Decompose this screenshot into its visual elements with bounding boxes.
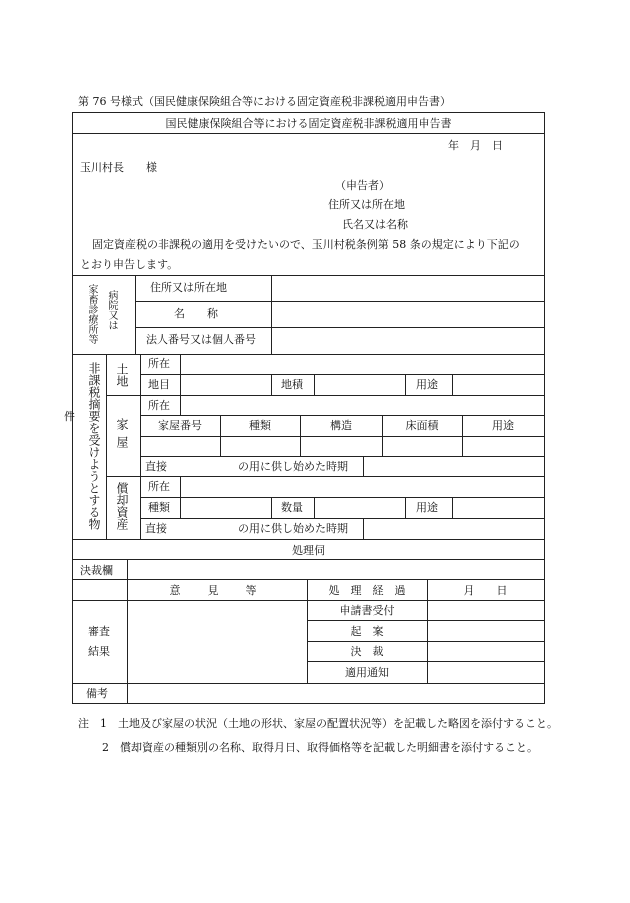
depreciable-direct-label: 直接 — [145, 522, 167, 535]
dep-row-line-2 — [140, 518, 545, 519]
dep-col-1 — [180, 497, 181, 518]
house-header-floor-area: 床面積 — [405, 419, 439, 432]
month-day-header: 月 日 — [463, 584, 508, 597]
land-label: 土地 — [115, 363, 129, 387]
step-received: 申請書受付 — [339, 604, 395, 617]
depreciable-label: 償却資産 — [115, 482, 129, 530]
dep-row-line-1 — [140, 497, 545, 498]
house-direct-label: 直接 — [145, 460, 167, 473]
house-location-label: 所在 — [148, 399, 170, 412]
depreciable-start-use-label: の用に供し始めた時期 — [238, 522, 348, 535]
decision-label: 決裁欄 — [80, 564, 113, 577]
facility-row-line-2 — [135, 327, 545, 328]
declaration-line1: 固定資産税の非課税の適用を受けたいので、玉川村税条例第 58 条の規定により下記の — [92, 238, 520, 251]
steps-line-2 — [307, 641, 545, 642]
applicant-label: （申告者） — [335, 179, 390, 192]
facility-top — [72, 275, 545, 276]
land-row-line — [140, 374, 545, 375]
depreciable-use-label: 用途 — [416, 501, 438, 514]
land-bottom — [106, 395, 545, 396]
house-loc-col — [180, 395, 181, 415]
depreciable-location-label: 所在 — [148, 480, 170, 493]
land-category-label: 地目 — [148, 378, 170, 391]
house-row-line-2 — [140, 436, 545, 437]
review-top — [72, 600, 545, 601]
processing-header: 処理伺 — [292, 544, 325, 557]
property-sub-divider — [140, 354, 141, 540]
land-area-label: 地積 — [281, 378, 303, 391]
house-row-line-1 — [140, 415, 545, 416]
land-col-5 — [452, 374, 453, 395]
land-location-label: 所在 — [148, 357, 170, 370]
house-header-structure: 構造 — [330, 419, 352, 432]
house-row-line-3 — [140, 456, 545, 457]
land-col-4 — [405, 374, 406, 395]
declaration-line2: とおり申告します。 — [80, 258, 179, 271]
house-start-use-label: の用に供し始めた時期 — [238, 460, 348, 473]
remarks-label: 備考 — [86, 687, 108, 700]
facility-address-label: 住所又は所在地 — [150, 281, 227, 294]
facility-value-divider — [271, 275, 272, 355]
step-draft: 起 案 — [350, 625, 384, 638]
property-top — [72, 354, 545, 355]
facility-number-label: 法人番号又は個人番号 — [146, 333, 256, 346]
step-approval: 決 裁 — [350, 645, 384, 658]
house-header-kind: 種類 — [249, 419, 271, 432]
land-col-2 — [271, 374, 272, 395]
depreciable-kind-label: 種類 — [148, 501, 170, 514]
house-header-number: 家屋番号 — [158, 419, 202, 432]
applicant-address-label: 住所又は所在地 — [328, 198, 405, 211]
date-line: 年 月 日 — [448, 139, 503, 152]
dep-col-5 — [452, 497, 453, 518]
property-label-divider — [106, 354, 107, 540]
dep-col-2 — [271, 497, 272, 518]
house-label: 家屋 — [115, 418, 129, 454]
depreciable-quantity-label: 数量 — [281, 501, 303, 514]
title-divider — [72, 133, 545, 134]
steps-line-3 — [307, 661, 545, 662]
dep-col-3 — [314, 497, 315, 518]
applicant-name-label: 氏名又は名称 — [342, 218, 408, 231]
frame-top — [72, 112, 545, 113]
decision-top — [72, 559, 545, 560]
note-1: 注 1 土地及び家屋の状況（土地の形状、家屋の配置状況等）を記載した略図を添付すること。 — [78, 717, 558, 730]
opinion-header: 意 見 等 — [169, 584, 265, 597]
facility-label-divider — [135, 275, 136, 355]
dep-col-4 — [405, 497, 406, 518]
processing-top — [72, 539, 545, 540]
house-header-use: 用途 — [492, 419, 514, 432]
frame-bottom — [72, 703, 545, 704]
dep-loc-col — [180, 476, 181, 497]
review-label-2: 結果 — [88, 645, 110, 658]
facility-name-label: 名 称 — [174, 307, 218, 320]
progress-header: 処 理 経 過 — [328, 584, 406, 597]
house-direct-col — [363, 456, 364, 476]
land-col-3 — [314, 374, 315, 395]
dep-direct-col — [363, 518, 364, 539]
frame-right — [544, 112, 545, 704]
step-notice: 適用通知 — [345, 666, 389, 679]
frame-left — [72, 112, 73, 704]
steps-line-1 — [307, 620, 545, 621]
note-2: 2 償却資産の種類別の名称、取得月日、取得価格等を記載した明細書を添付すること。 — [102, 741, 538, 754]
property-label: 非課税摘要を受けようとする物 — [87, 362, 101, 530]
property-side-char: 件 — [64, 410, 75, 423]
facility-row-line-1 — [135, 301, 545, 302]
land-col-1 — [180, 354, 181, 395]
addressee: 玉川村長 様 — [80, 161, 157, 174]
land-use-label: 用途 — [416, 378, 438, 391]
form-number-label: 第 76 号様式（国民健康保険組合等における固定資産税非課税適用申告書） — [78, 95, 451, 108]
remarks-top — [72, 683, 545, 684]
facility-label-b: 家畜診療所等 — [86, 284, 97, 344]
facility-label-a: 病院又は — [106, 290, 117, 330]
form-title: 国民健康保険組合等における固定資産税非課税適用申告書 — [165, 117, 452, 130]
house-bottom — [106, 476, 545, 477]
review-label-1: 審査 — [88, 625, 110, 638]
opinion-header-top — [72, 579, 545, 580]
